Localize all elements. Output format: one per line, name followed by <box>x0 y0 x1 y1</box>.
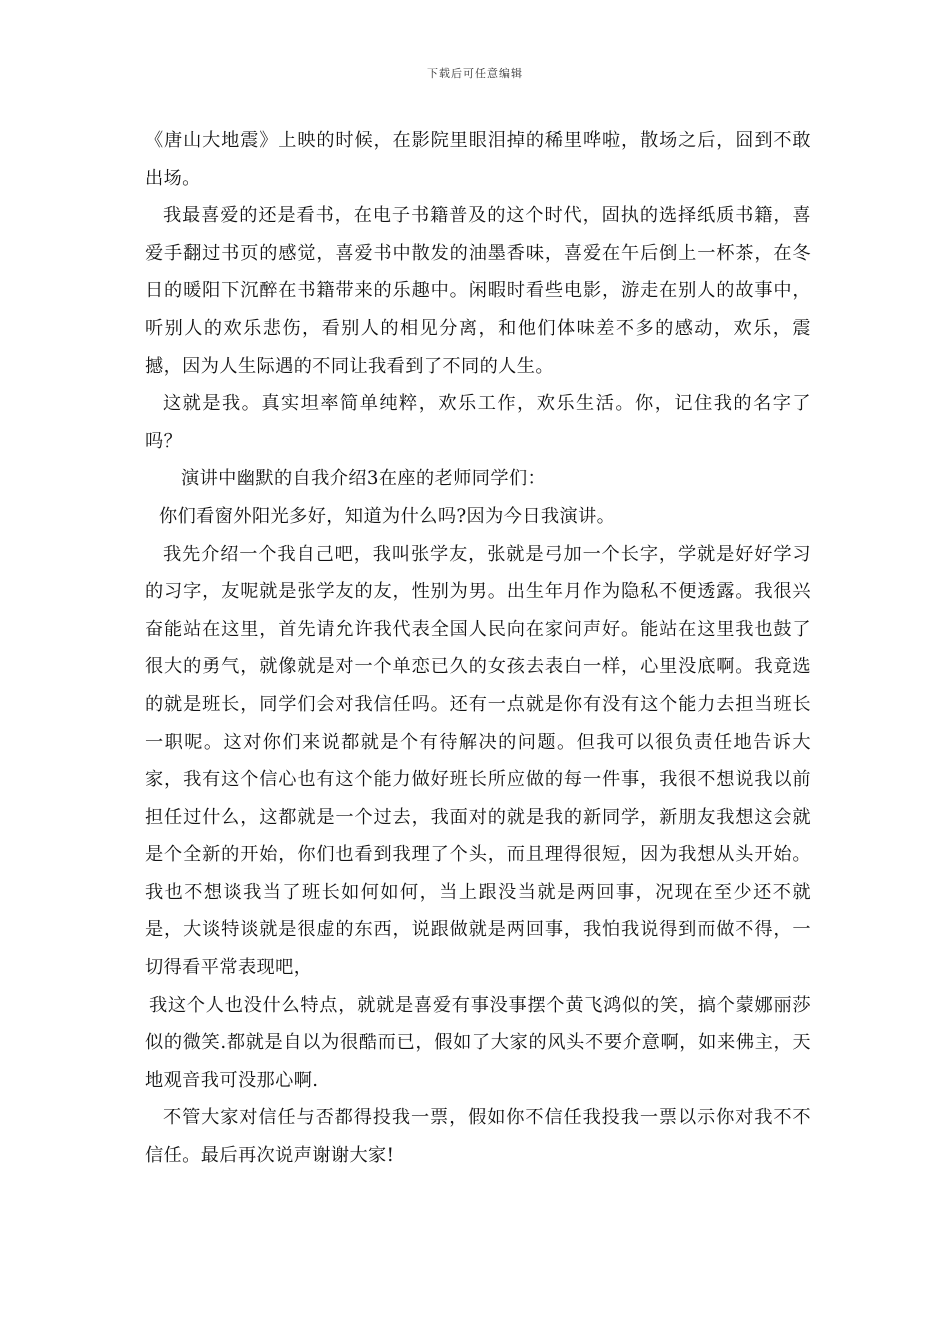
paragraph-4: 你们看窗外阳光多好，知道为什么吗?因为今日我演讲。 <box>159 505 616 527</box>
page-header-note: 下载后可任意编辑 <box>427 67 523 80</box>
document-body <box>145 122 811 1175</box>
paragraph-6: 我这个人也没什么特点，就就是喜爱有事没事摆个黄飞鸿似的笑，搞个蒙娜丽莎似的微笑.都就是自以为很酷而已，假如了大家的风头不要介意啊，如来佛主，天地观音我可没那心啊. <box>145 994 811 1091</box>
paragraph-5: 我先介绍一个我自己吧，我叫张学友，张就是弓加一个长字，学就是好好学习的习字，友呢就是张学友的友，性别为男。出生年月作为隐私不便透露。我很兴奋能站在这里，首先请允许我代表全国人民向在家问声好。能站在这里我也鼓了很大的勇气，就像就是对一个单恋已久的女孩去表白一样，心里没底啊。我竟选的就是班长，同学们会对我信任吗。还有一点就是你有没有这个能力去担当班长一职呢。这对你们来说都就是个有待解决的问题。但我可以很负责任地告诉大家，我有这个信心也有这个能力做好班长所应做的每一件事，我很不想说我以前担任过什么，这都就是一个过去，我面对的就是我的新同学，新朋友我想这会就是个全新的开始，你们也看到我理了个头，而且理得很短，因为我想从头开始。我也不想谈我当了班长如何如何，当上跟没当就是两回事，况现在至少还不就是，大谈特谈就是很虚的东西，说跟做就是两回事，我怕我说得到而做不得，一切得看平常表现吧， <box>145 543 811 979</box>
section-heading: 演讲中幽默的自我介绍3在座的老师同学们： <box>181 468 547 490</box>
paragraph-7: 不管大家对信任与否都得投我一票，假如你不信任我投我一票以示你对我不不信任。最后再次说声谢谢大家! <box>145 1107 811 1167</box>
paragraph-1: 《唐山大地震》上映的时候，在影院里眼泪掉的稀里哗啦，散场之后，囧到不敢出场。 <box>145 130 811 189</box>
paragraph-3: 这就是我。真实坦率简单纯粹，欢乐工作，欢乐生活。你，记住我的名字了吗？ <box>145 393 811 452</box>
paragraph-2: 我最喜爱的还是看书，在电子书籍普及的这个时代，固执的选择纸质书籍，喜爱手翻过书页的感觉，喜爱书中散发的油墨香味，喜爱在午后倒上一杯茶，在冬日的暖阳下沉醉在书籍带来的乐趣中。闲暇时看些电影，游走在别人的故事中，听别人的欢乐悲伤，看别人的相见分离，和他们体味差不多的感动，欢乐，震撼，因为人生际遇的不同让我看到了不同的人生。 <box>145 205 811 377</box>
